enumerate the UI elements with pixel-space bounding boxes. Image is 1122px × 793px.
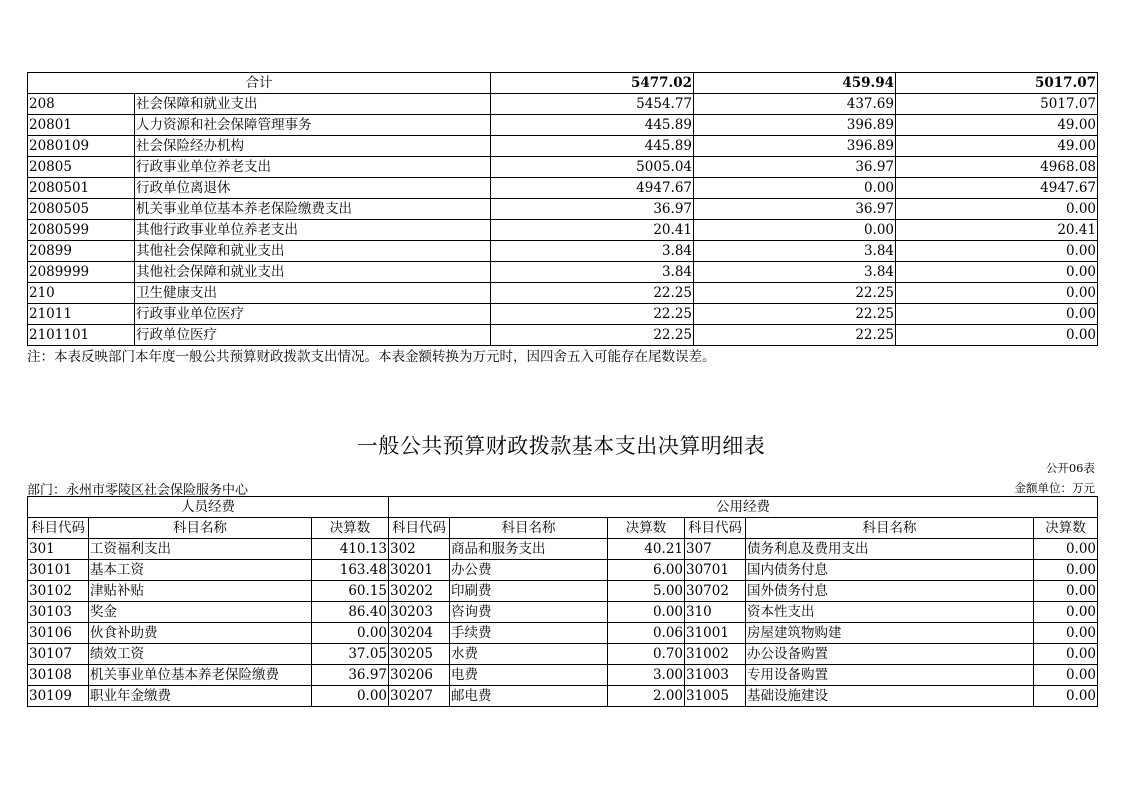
table-code: 公开06表	[1045, 461, 1095, 475]
table-row	[28, 602, 1098, 623]
personnel-name: 机关事业单位基本养老保险缴费	[89, 665, 312, 686]
public-amount: 40.21	[608, 539, 685, 560]
project-amount: 0.00	[896, 325, 1098, 346]
subject-code: 20801	[28, 115, 135, 136]
capital-name: 国外债务付息	[746, 581, 1034, 602]
capital-name: 基础设施建设	[746, 686, 1034, 707]
capital-amount: 0.00	[1034, 602, 1098, 623]
total-amount: 3.84	[491, 241, 694, 262]
basic-amount: 3.84	[694, 241, 896, 262]
total-amount: 22.25	[491, 325, 694, 346]
capital-amount: 0.00	[1034, 665, 1098, 686]
col-amount-header: 决算数	[312, 518, 389, 539]
total-row	[28, 73, 1098, 94]
subject-code: 210	[28, 283, 135, 304]
capital-name: 办公设备购置	[746, 644, 1034, 665]
subject-code: 2101101	[28, 325, 135, 346]
personnel-code: 30106	[28, 623, 89, 644]
basic-amount: 22.25	[694, 304, 896, 325]
table-row	[28, 199, 1098, 220]
total-amount: 5477.02	[491, 73, 694, 94]
capital-amount: 0.00	[1034, 539, 1098, 560]
table-row	[28, 115, 1098, 136]
capital-amount: 0.00	[1034, 623, 1098, 644]
capital-code: 30701	[685, 560, 746, 581]
basic-amount: 36.97	[694, 157, 896, 178]
total-amount: 22.25	[491, 283, 694, 304]
subject-code: 2080505	[28, 199, 135, 220]
subject-name: 行政事业单位医疗	[135, 304, 491, 325]
personnel-name: 伙食补助费	[89, 623, 312, 644]
personnel-amount: 0.00	[312, 623, 389, 644]
public-code: 30205	[389, 644, 450, 665]
col-amount-header: 决算数	[608, 518, 685, 539]
project-amount: 0.00	[896, 283, 1098, 304]
capital-name: 房屋建筑物购建	[746, 623, 1034, 644]
project-amount: 20.41	[896, 220, 1098, 241]
table-row	[28, 178, 1098, 199]
personnel-code: 30109	[28, 686, 89, 707]
personnel-name: 基本工资	[89, 560, 312, 581]
project-amount: 0.00	[896, 262, 1098, 283]
subject-code: 208	[28, 94, 135, 115]
public-amount: 0.00	[608, 602, 685, 623]
capital-name: 专用设备购置	[746, 665, 1034, 686]
project-amount: 5017.07	[896, 94, 1098, 115]
subject-name: 行政单位医疗	[135, 325, 491, 346]
table-row	[28, 136, 1098, 157]
unit-label: 金额单位：万元	[1014, 481, 1095, 495]
public-name: 办公费	[450, 560, 608, 581]
personnel-code: 30107	[28, 644, 89, 665]
personnel-name: 绩效工资	[89, 644, 312, 665]
table-row	[28, 94, 1098, 115]
public-amount: 5.00	[608, 581, 685, 602]
table-row	[28, 644, 1098, 665]
personnel-code: 301	[28, 539, 89, 560]
expenditure-summary-table	[27, 72, 1098, 346]
table-row	[28, 157, 1098, 178]
basic-amount: 3.84	[694, 262, 896, 283]
project-amount: 0.00	[896, 304, 1098, 325]
total-amount: 4947.67	[491, 178, 694, 199]
public-name: 商品和服务支出	[450, 539, 608, 560]
capital-name: 国内债务付息	[746, 560, 1034, 581]
subject-code: 2080109	[28, 136, 135, 157]
public-amount: 2.00	[608, 686, 685, 707]
col-name-header: 科目名称	[89, 518, 312, 539]
personnel-amount: 36.97	[312, 665, 389, 686]
capital-code: 31002	[685, 644, 746, 665]
personnel-name: 工资福利支出	[89, 539, 312, 560]
personnel-code: 30108	[28, 665, 89, 686]
total-amount: 445.89	[491, 136, 694, 157]
public-code: 30207	[389, 686, 450, 707]
basic-amount: 22.25	[694, 283, 896, 304]
total-amount: 3.84	[491, 262, 694, 283]
basic-amount: 22.25	[694, 325, 896, 346]
basic-amount: 0.00	[694, 220, 896, 241]
table-row	[28, 220, 1098, 241]
total-amount: 445.89	[491, 115, 694, 136]
personnel-code: 30102	[28, 581, 89, 602]
total-amount: 22.25	[491, 304, 694, 325]
personnel-header: 人员经费	[28, 497, 389, 518]
subject-code: 20805	[28, 157, 135, 178]
subject-code: 2089999	[28, 262, 135, 283]
personnel-name: 津贴补贴	[89, 581, 312, 602]
personnel-name: 奖金	[89, 602, 312, 623]
capital-code: 310	[685, 602, 746, 623]
table-row	[28, 581, 1098, 602]
personnel-code: 30103	[28, 602, 89, 623]
capital-name: 资本性支出	[746, 602, 1034, 623]
department-label: 部门：永州市零陵区社会保险服务中心	[27, 483, 249, 498]
subject-name: 卫生健康支出	[135, 283, 491, 304]
subject-name: 行政单位离退休	[135, 178, 491, 199]
table-row	[28, 623, 1098, 644]
personnel-code: 30101	[28, 560, 89, 581]
capital-code: 31005	[685, 686, 746, 707]
subject-name: 社会保障和就业支出	[135, 94, 491, 115]
basic-amount: 36.97	[694, 199, 896, 220]
table-row	[28, 241, 1098, 262]
capital-amount: 0.00	[1034, 644, 1098, 665]
project-amount: 49.00	[896, 115, 1098, 136]
public-amount: 0.70	[608, 644, 685, 665]
personnel-amount: 0.00	[312, 686, 389, 707]
capital-amount: 0.00	[1034, 686, 1098, 707]
public-code: 30203	[389, 602, 450, 623]
subject-code: 21011	[28, 304, 135, 325]
project-amount: 4968.08	[896, 157, 1098, 178]
col-code-header: 科目代码	[389, 518, 450, 539]
project-amount: 49.00	[896, 136, 1098, 157]
project-amount: 4947.67	[896, 178, 1098, 199]
basic-expenditure-detail-table	[27, 496, 1098, 707]
personnel-amount: 163.48	[312, 560, 389, 581]
capital-code: 31001	[685, 623, 746, 644]
public-name: 手续费	[450, 623, 608, 644]
total-amount: 5005.04	[491, 157, 694, 178]
public-amount: 3.00	[608, 665, 685, 686]
public-amount: 0.06	[608, 623, 685, 644]
basic-amount: 396.89	[694, 136, 896, 157]
page-title: 一般公共预算财政拨款基本支出决算明细表	[356, 434, 766, 458]
subject-code: 2080501	[28, 178, 135, 199]
total-project: 5017.07	[896, 73, 1098, 94]
group-header-row	[28, 497, 1098, 518]
capital-code: 30702	[685, 581, 746, 602]
capital-code: 31003	[685, 665, 746, 686]
subject-name: 机关事业单位基本养老保险缴费支出	[135, 199, 491, 220]
subject-name: 社会保险经办机构	[135, 136, 491, 157]
table-row	[28, 304, 1098, 325]
public-name: 电费	[450, 665, 608, 686]
project-amount: 0.00	[896, 241, 1098, 262]
total-amount: 36.97	[491, 199, 694, 220]
subject-name: 人力资源和社会保障管理事务	[135, 115, 491, 136]
table-row	[28, 539, 1098, 560]
subject-name: 行政事业单位养老支出	[135, 157, 491, 178]
table-row	[28, 283, 1098, 304]
col-code-header: 科目代码	[28, 518, 89, 539]
capital-name: 债务利息及费用支出	[746, 539, 1034, 560]
personnel-amount: 37.05	[312, 644, 389, 665]
project-amount: 0.00	[896, 199, 1098, 220]
public-name: 邮电费	[450, 686, 608, 707]
total-label: 合计	[28, 73, 491, 94]
col-name-header: 科目名称	[746, 518, 1034, 539]
basic-amount: 396.89	[694, 115, 896, 136]
public-code: 302	[389, 539, 450, 560]
subject-name: 其他社会保障和就业支出	[135, 241, 491, 262]
public-name: 水费	[450, 644, 608, 665]
col-name-header: 科目名称	[450, 518, 608, 539]
public-code: 30201	[389, 560, 450, 581]
table-row	[28, 686, 1098, 707]
table-row	[28, 665, 1098, 686]
personnel-amount: 410.13	[312, 539, 389, 560]
public-amount: 6.00	[608, 560, 685, 581]
subject-name: 其他社会保障和就业支出	[135, 262, 491, 283]
capital-amount: 0.00	[1034, 581, 1098, 602]
table-row	[28, 560, 1098, 581]
public-code: 30206	[389, 665, 450, 686]
col-code-header: 科目代码	[685, 518, 746, 539]
public-code: 30202	[389, 581, 450, 602]
personnel-name: 职业年金缴费	[89, 686, 312, 707]
personnel-amount: 86.40	[312, 602, 389, 623]
col-amount-header: 决算数	[1034, 518, 1098, 539]
public-header: 公用经费	[389, 497, 1098, 518]
subject-code: 20899	[28, 241, 135, 262]
total-basic: 459.94	[694, 73, 896, 94]
total-amount: 20.41	[491, 220, 694, 241]
personnel-amount: 60.15	[312, 581, 389, 602]
public-name: 咨询费	[450, 602, 608, 623]
total-amount: 5454.77	[491, 94, 694, 115]
table-row	[28, 262, 1098, 283]
basic-amount: 0.00	[694, 178, 896, 199]
capital-code: 307	[685, 539, 746, 560]
table-note: 注：本表反映部门本年度一般公共预算财政拨款支出情况。本表金额转换为万元时，因四舍五入可能存在尾数误差。	[27, 349, 716, 365]
subject-code: 2080599	[28, 220, 135, 241]
subject-name: 其他行政事业单位养老支出	[135, 220, 491, 241]
basic-amount: 437.69	[694, 94, 896, 115]
column-header-row	[28, 518, 1098, 539]
public-code: 30204	[389, 623, 450, 644]
public-name: 印刷费	[450, 581, 608, 602]
capital-amount: 0.00	[1034, 560, 1098, 581]
table-row	[28, 325, 1098, 346]
